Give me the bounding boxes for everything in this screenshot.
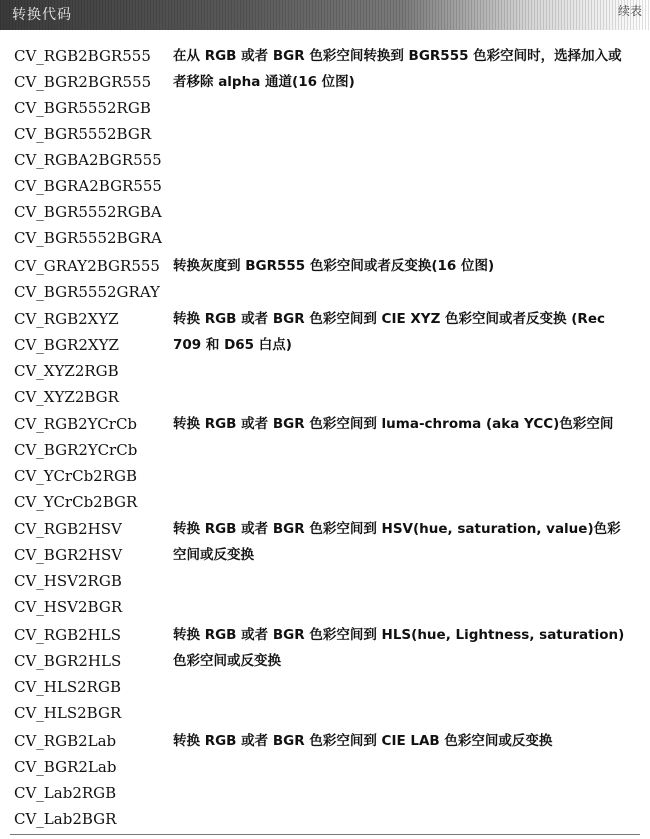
conversion-code: CV_BGR2YCrCb <box>14 441 138 459</box>
conversion-code: CV_RGBA2BGR555 <box>14 151 162 169</box>
bottom-rule <box>10 834 640 835</box>
conversion-code: CV_XYZ2RGB <box>14 362 119 380</box>
conversion-code: CV_BGR5552BGRA <box>14 229 162 247</box>
conversion-code: CV_RGB2HSV <box>14 520 122 538</box>
conversion-code: CV_BGR2Lab <box>14 758 117 776</box>
conversion-description: 在从 RGB 或者 BGR 色彩空间转换到 BGR555 色彩空间时，选择加入或者移除 alpha 通道(16 位图) <box>173 48 622 90</box>
conversion-code: CV_BGR5552BGR <box>14 125 152 143</box>
conversion-code: CV_RGB2Lab <box>14 732 117 750</box>
conversion-code: CV_YCrCb2RGB <box>14 467 138 485</box>
conversion-code: CV_RGB2HLS <box>14 626 121 644</box>
table-header-label: 转换代码 <box>12 6 72 22</box>
continued-note: 续表 <box>617 4 642 18</box>
conversion-code: CV_BGR5552RGBA <box>14 203 162 221</box>
conversion-description: 转换 RGB 或者 BGR 色彩空间到 CIE LAB 色彩空间或反变换 <box>173 733 553 749</box>
conversion-code: CV_BGRA2BGR555 <box>14 177 162 195</box>
conversion-code: CV_BGR5552RGB <box>14 99 151 117</box>
conversion-description: 转换 RGB 或者 BGR 色彩空间到 luma-chroma (aka YCC)色彩空间 <box>173 416 614 432</box>
conversion-code: CV_GRAY2BGR555 <box>14 257 160 275</box>
conversion-code: CV_BGR5552GRAY <box>14 283 160 301</box>
conversion-code: CV_YCrCb2BGR <box>14 493 138 511</box>
conversion-code: CV_HLS2BGR <box>14 704 122 722</box>
conversion-description: 转换 RGB 或者 BGR 色彩空间到 HSV(hue, saturation, value)色彩空间或反变换 <box>173 521 621 563</box>
conversion-code: CV_HLS2RGB <box>14 678 121 696</box>
conversion-description: 转换 RGB 或者 BGR 色彩空间到 CIE XYZ 色彩空间或者反变换 (Rec 709 和 D65 白点) <box>173 311 605 353</box>
conversion-code: CV_BGR2HLS <box>14 652 122 670</box>
conversion-code: CV_RGB2XYZ <box>14 310 119 328</box>
conversion-code: CV_BGR2XYZ <box>14 336 119 354</box>
conversion-code: CV_XYZ2BGR <box>14 388 119 406</box>
conversion-description: 转换 RGB 或者 BGR 色彩空间到 HLS(hue, Lightness, saturation)色彩空间或反变换 <box>173 627 625 669</box>
conversion-code: CV_BGR2BGR555 <box>14 73 152 91</box>
conversion-code: CV_HSV2BGR <box>14 598 123 616</box>
conversion-code: CV_HSV2RGB <box>14 572 122 590</box>
conversion-code: CV_RGB2BGR555 <box>14 47 151 65</box>
conversion-code: CV_RGB2YCrCb <box>14 415 138 433</box>
conversion-description: 转换灰度到 BGR555 色彩空间或者反变换(16 位图) <box>173 258 495 274</box>
conversion-code: CV_Lab2RGB <box>14 784 117 802</box>
conversion-code: CV_BGR2HSV <box>14 546 123 564</box>
conversion-code: CV_Lab2BGR <box>14 810 117 828</box>
